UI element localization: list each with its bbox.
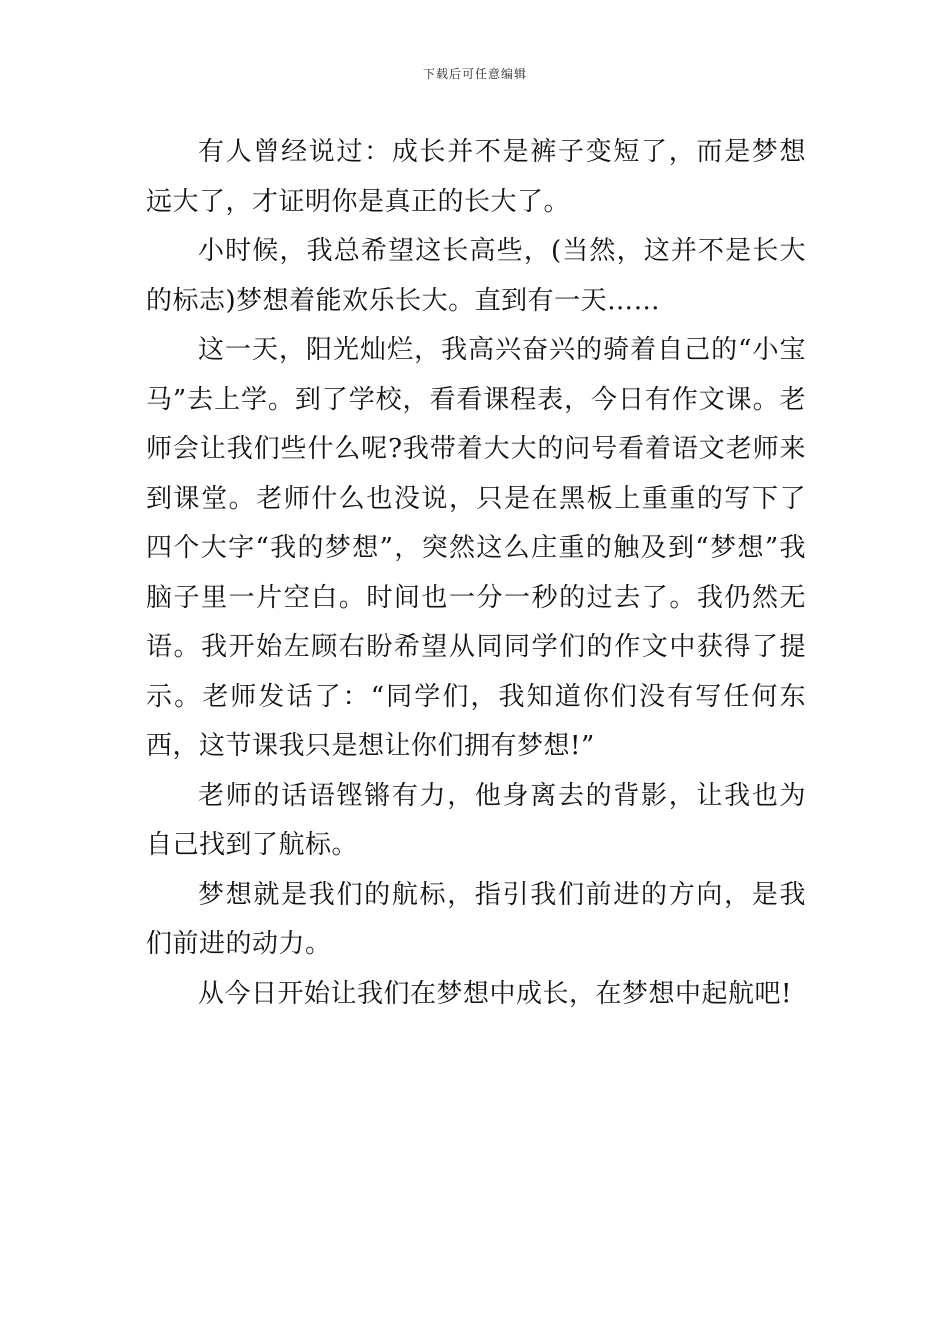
paragraph: 老师的话语铿锵有力，他身离去的背影，让我也为自己找到了航标。	[146, 780, 806, 860]
paragraph: 从今日开始让我们在梦想中成长，在梦想中起航吧!	[198, 978, 792, 1009]
document-body	[146, 128, 806, 1019]
paragraph: 有人曾经说过：成长并不是裤子变短了，而是梦想远大了，才证明你是真正的长大了。	[146, 137, 806, 217]
paragraph: 小时候，我总希望这长高些，(当然，这并不是长大的标志)梦想着能欢乐长大。直到有一天……	[146, 236, 806, 316]
paragraph: 这一天，阳光灿烂，我高兴奋兴的骑着自己的“小宝马”去上学。到了学校，看看课程表，今日有作文课。老师会让我们些什么呢?我带着大大的问号看着语文老师来到课堂。老师什么也没说，只是在黑板上重重的写下了四个大字“我的梦想”，突然这么庄重的触及到“梦想”我脑子里一片空白。时间也一分一秒的过去了。我仍然无语。我开始左顾右盼希望从同同学们的作文中获得了提示。老师发话了：“同学们，我知道你们没有写任何东西，这节课我只是想让你们拥有梦想!”	[146, 335, 806, 761]
paragraph: 梦想就是我们的航标，指引我们前进的方向，是我们前进的动力。	[146, 879, 806, 959]
page-header-note: 下载后可任意编辑	[422, 67, 527, 81]
